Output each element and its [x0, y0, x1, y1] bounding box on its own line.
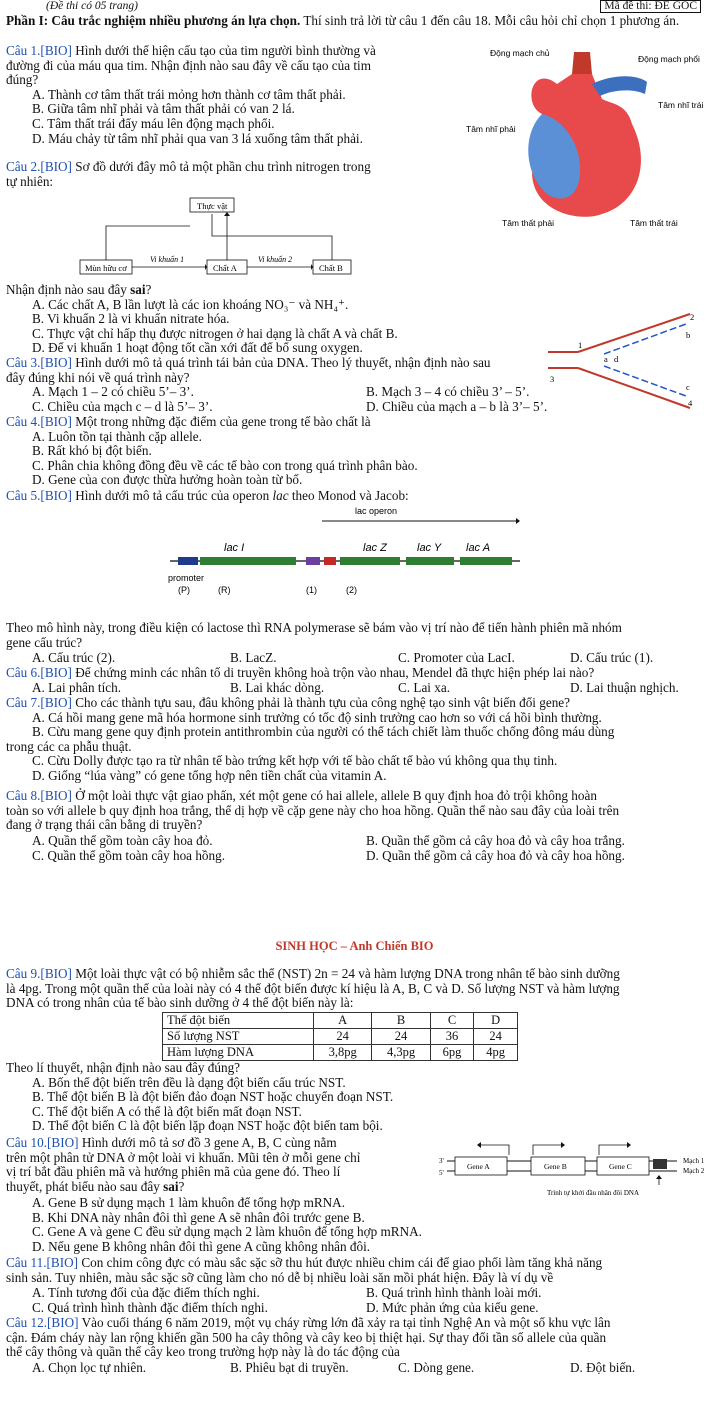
q9-stem: Theo lí thuyết, nhận định nào sau đây đúng?	[6, 1060, 241, 1075]
q2-stem: Nhận định nào sau đây	[6, 282, 131, 297]
q6-option-d[interactable]: D. Lai thuận nghịch.	[570, 680, 679, 695]
q1-option-d[interactable]: D. Máu chảy từ tâm nhĩ phải qua van 3 lá xuống tâm thất phải.	[32, 130, 363, 146]
q1-option-c[interactable]: C. Tâm thất trái đẩy máu lên động mạch phổi.	[32, 115, 275, 131]
table-row	[163, 1029, 518, 1045]
mutant-table	[162, 1012, 518, 1061]
question-4	[6, 415, 704, 488]
q10-text-4: thuyết, phát biểu nào sau đây	[6, 1178, 164, 1194]
q3-option-b[interactable]: B. Mạch 3 – 4 có chiều 3’ – 5’.	[366, 384, 530, 399]
q8-text: Ở một loài thực vật giao phấn, xét một gene có hai allele, allele B quy định hoa đỏ trội không hoàn	[71, 788, 597, 803]
table-cell: Hàm lượng DNA	[163, 1045, 314, 1061]
q1-option-a[interactable]: A. Thành cơ tâm thất trái mỏng hơn thành cơ tâm thất phải.	[32, 86, 346, 102]
label-plant: Thực vật	[197, 201, 228, 211]
q5-option-d[interactable]: D. Cấu trúc (1).	[570, 650, 654, 665]
strand-label-d: d	[614, 354, 619, 364]
q1-option-b[interactable]: B. Giữa tâm nhĩ phải và tâm thất phải có van 2 lá.	[32, 101, 295, 117]
strand-label-3: 3	[550, 374, 555, 384]
q2-number: Câu 2.[BIO]	[6, 159, 72, 174]
label-lac-a: lac A	[466, 542, 491, 554]
strand-label-b: b	[686, 330, 691, 340]
q6-text: Để chứng minh các nhân tố di truyền không hoà trộn vào nhau, Mendel đã thực hiện phép lai nào?	[71, 665, 595, 680]
strand-label-c: c	[686, 382, 690, 392]
nitrogen-cycle-diagram	[70, 196, 360, 276]
label-aorta: Động mạch chủ	[490, 48, 550, 58]
heart-diagram	[462, 44, 702, 230]
question-9	[6, 967, 704, 1011]
q1-text-3: đúng?	[6, 72, 39, 88]
question-8	[6, 789, 704, 833]
label-strand-1: Mạch 1	[683, 1157, 705, 1165]
q1-text-2: đường đi của máu qua tim. Nhận định nào sau đây về cấu tạo của tim	[6, 57, 371, 73]
question-6	[6, 666, 704, 681]
q8-option-d[interactable]: D. Quần thể gồm cả cây hoa đỏ và cây hoa hồng.	[366, 848, 625, 863]
question-9-options	[6, 1061, 704, 1134]
label-lac-operon: lac operon	[355, 506, 398, 516]
q12-text: Vào cuối tháng 6 năm 2019, một vụ cháy rừng lớn đã xảy ra tại tỉnh Nghệ An và một số khu vực lân	[78, 1315, 611, 1330]
q6-option-c[interactable]: C. Lai xa.	[398, 680, 451, 695]
question-5-options	[6, 621, 704, 650]
q3-number: Câu 3.[BIO]	[6, 355, 72, 370]
label-pulmonary-artery: Động mạch phổi	[638, 54, 700, 64]
q3-text: Hình dưới mô tả quá trình tái bản của DNA. Theo lý thuyết, nhận định nào sau	[71, 355, 491, 370]
q3-option-a[interactable]: A. Mạch 1 – 2 có chiều 5’– 3’.	[32, 384, 194, 399]
q8-text-2: toàn so với allele b quy định hoa trắng, thể dị hợp về cặp gene này cho hoa hồng. Quần thể nào sau đây của loài trên	[6, 802, 620, 818]
q12-text-3: thể cây thông và quần thể cây keo trong trường hợp này là do tác động của	[6, 1344, 400, 1360]
site-2-box	[324, 557, 336, 565]
label-left-atrium: Tâm nhĩ trái	[658, 100, 704, 110]
pulmonary-artery-shape	[592, 76, 647, 96]
q11-option-c[interactable]: C. Quá trình hình thành đặc điểm thích nghi.	[32, 1300, 268, 1315]
q7-option-b-cont: trong các ca phẫu thuật.	[6, 738, 132, 754]
question-7	[6, 696, 704, 784]
q7-option-b[interactable]: B. Cừu mang gene quy định protein antithrombin của người có thể tách chiết làm thuốc chống đông máu dùng	[32, 724, 615, 740]
question-1	[6, 44, 464, 146]
q9-text-2: là 4pg. Trong một quần thể của loài này có 4 thể đột biến được kí hiệu là A, B, C và D. Số lượng NST và hàm lượng	[6, 980, 620, 996]
label-promoter: promoter	[168, 573, 205, 583]
q9-text-3: DNA có trong nhân của tế bào sinh dưỡng ở 4 thể đột biến này là:	[6, 995, 354, 1011]
table-cell: 4pg	[474, 1045, 518, 1061]
q1-number: Câu 1.[BIO]	[6, 43, 72, 58]
part-heading: Phần I: Câu trắc nghiệm nhiều phương án lựa chọn.	[6, 13, 301, 28]
site-1-box	[306, 557, 320, 565]
q10-text-2: trên một phân tử DNA ở một loài vi khuẩn. Mũi tên ở mỗi gene chỉ	[6, 1149, 361, 1165]
table-cell: 24	[474, 1029, 518, 1045]
strand-label-2: 2	[690, 312, 695, 322]
label-left-ventricle: Tâm thất trái	[630, 218, 678, 228]
label-substance-a: Chất A	[213, 263, 237, 273]
label-right-ventricle: Tâm thất phải	[502, 218, 554, 228]
label-site-2: (2)	[346, 585, 357, 595]
label-bacteria-2: Vi khuẩn 2	[258, 255, 293, 264]
q10-text-3: vị trí bắt đầu phiên mã và hướng phiên mã của gene đó. Theo lí	[6, 1164, 341, 1180]
strand-label-4: 4	[688, 398, 693, 408]
table-cell: 24	[313, 1029, 371, 1045]
q10-text-bold: sai	[163, 1178, 179, 1194]
q2-text: Sơ đồ dưới đây mô tả một phần chu trình nitrogen trong	[71, 159, 371, 174]
q7-text: Cho các thành tựu sau, đâu không phải là thành tựu của công nghệ tạo sinh vật biến đổi gene?	[71, 695, 571, 710]
strand-label-a: a	[604, 354, 608, 364]
q3-option-d[interactable]: D. Chiều của mạch a – b là 3’– 5’.	[366, 399, 548, 414]
q9-text: Một loài thực vật có bộ nhiễm sắc thể (NST) 2n = 24 và hàm lượng DNA trong nhân tế bào sinh dưỡng	[71, 966, 620, 981]
q7-option-a[interactable]: A. Cá hồi mang gene mã hóa hormone sinh trưởng có tốc độ sinh trưởng cao hơn so với cá hồi bình thường.	[32, 709, 602, 725]
lac-operon-diagram	[168, 503, 530, 613]
part-instructions: Thí sinh trả lời từ câu 1 đến câu 18. Mỗi câu hỏi chỉ chọn 1 phương án.	[300, 13, 680, 28]
q5-option-c[interactable]: C. Promoter của LacI.	[398, 650, 515, 665]
table-header-cell: A	[313, 1013, 371, 1029]
table-cell: 24	[372, 1029, 430, 1045]
question-5	[6, 489, 704, 504]
label-r: (R)	[218, 585, 231, 595]
label-substance-b: Chất B	[319, 263, 343, 273]
table-cell: Số lượng NST	[163, 1029, 314, 1045]
q5-number: Câu 5.[BIO]	[6, 488, 72, 503]
q5-text-italic: lac	[272, 488, 289, 503]
lac-a-gene-box	[460, 557, 512, 565]
q2-option-a[interactable]: A. Các chất A, B lần lượt là các ion khoáng NO₃⁻ và NH₄⁺.	[32, 296, 349, 312]
q5-text-end: theo Monod và Jacob:	[288, 488, 409, 503]
q6-option-b[interactable]: B. Lai khác dòng.	[230, 680, 325, 695]
q11-option-a[interactable]: A. Tính tương đối của đặc điểm thích nghi.	[32, 1285, 260, 1300]
q10-option-b[interactable]: B. Khi DNA này nhân đôi thì gene A sẽ nhân đôi trước gene B.	[32, 1209, 365, 1225]
q9-option-b[interactable]: B. Thể đột biến B là đột biến đảo đoạn NST hoặc chuyển đoạn NST.	[32, 1089, 394, 1105]
dna-replication-diagram	[548, 310, 698, 410]
aorta-shape	[572, 52, 592, 74]
q6-number: Câu 6.[BIO]	[6, 665, 72, 680]
table-header-cell: B	[372, 1013, 430, 1029]
table-row	[163, 1045, 518, 1061]
q2-option-b[interactable]: B. Vi khuẩn 2 là vi khuẩn nitrate hóa.	[32, 311, 230, 327]
question-3	[6, 356, 551, 385]
q4-number: Câu 4.[BIO]	[6, 414, 72, 429]
table-header-cell: Thể đột biến	[163, 1013, 314, 1029]
q7-option-d[interactable]: D. Giống “lúa vàng” có gene tổng hợp nên tiền chất của vitamin A.	[32, 767, 387, 783]
q4-option-c[interactable]: C. Phân chia không đồng đều về các tế bào con trong quá trình phân bào.	[32, 457, 418, 473]
q7-option-c[interactable]: C. Cừu Dolly được tạo ra từ nhân tế bào trứng kết hợp với tế bào chất tế bào vú không qua thụ tinh.	[32, 753, 558, 769]
q8-text-3: đang ở trạng thái cân bằng di truyền?	[6, 817, 203, 833]
label-gene-c: Gene C	[609, 1162, 632, 1171]
label-bacteria-1: Vi khuẩn 1	[150, 255, 185, 264]
label-lac-i: lac I	[224, 542, 245, 554]
q9-option-d[interactable]: D. Thể đột biến C là đột biến lặp đoạn NST hoặc đột biến tam bội.	[32, 1118, 383, 1134]
replication-origin-box	[653, 1159, 667, 1169]
label-replication-origin: Trình tự khởi đầu nhân đôi DNA	[547, 1189, 640, 1197]
q2-option-c[interactable]: C. Thực vật chỉ hấp thụ được nitrogen ở hai dạng là chất A và chất B.	[32, 325, 398, 341]
q10-text-end: ?	[178, 1178, 185, 1194]
label-5prime: 5'	[439, 1169, 444, 1177]
q12-text-2: cận. Đám cháy này lan rộng khiến gần 500 ha cây thông và cây keo bị thiệt hại. Sự thay đổi tần số allele của quần	[6, 1329, 607, 1345]
q9-number: Câu 9.[BIO]	[6, 966, 72, 981]
q12-option-b[interactable]: B. Phiêu bạt di truyền.	[230, 1360, 349, 1375]
q4-text: Một trong những đặc điểm của gene trong tế bào chất là	[71, 414, 371, 429]
label-humus: Mùn hữu cơ	[85, 263, 127, 273]
q12-number: Câu 12.[BIO]	[6, 1315, 79, 1330]
q10-number: Câu 10.[BIO]	[6, 1135, 79, 1150]
q2-stem-end: ?	[145, 282, 152, 297]
q10-text: Hình dưới mô tả sơ đồ 3 gene A, B, C cùng nằm	[78, 1135, 337, 1150]
q8-option-b[interactable]: B. Quần thể gồm cả cây hoa đỏ và cây hoa trắng.	[366, 833, 625, 848]
q11-number: Câu 11.[BIO]	[6, 1255, 79, 1270]
q11-text-2: sinh sản. Tuy nhiên, màu sắc sặc sỡ cũng làm cho nó dễ bị nhiều loài săn mồi phát hiện. Đây là ví dụ về	[6, 1269, 554, 1285]
q6-option-a[interactable]: A. Lai phân tích.	[32, 680, 121, 695]
table-cell: 6pg	[430, 1045, 474, 1061]
label-gene-b: Gene B	[544, 1162, 567, 1171]
q2-option-d[interactable]: D. Để vi khuẩn 1 hoạt động tốt cần xới đất để bổ sung oxygen.	[32, 340, 363, 356]
table-row	[163, 1013, 518, 1029]
q12-option-a[interactable]: A. Chọn lọc tự nhiên.	[32, 1360, 147, 1375]
table-cell: 3,8pg	[313, 1045, 371, 1061]
q10-option-a[interactable]: A. Gene B sử dụng mạch 1 làm khuôn để tổng hợp mRNA.	[32, 1195, 346, 1210]
q11-text: Con chim công đực có màu sắc sặc sỡ thu hút được nhiều chim cái để giao phối làm tăng khả năng	[78, 1255, 603, 1270]
q12-option-c[interactable]: C. Dòng gene.	[398, 1360, 475, 1375]
label-lac-y: lac Y	[417, 542, 442, 554]
q8-number: Câu 8.[BIO]	[6, 788, 72, 803]
q5-text-3: gene cấu trúc?	[6, 634, 83, 650]
strand-label-1: 1	[578, 340, 583, 350]
q11-option-b[interactable]: B. Quá trình hình thành loài mới.	[366, 1285, 542, 1300]
q1-text: Hình dưới thể hiện cấu tạo của tim người bình thường và	[71, 43, 376, 58]
lac-i-gene-box	[200, 557, 296, 565]
q9-option-c[interactable]: C. Thể đột biến A có thể là đột biến mất đoạn NST.	[32, 1103, 302, 1119]
page-count-note: (Đề thi có 05 trang)	[46, 0, 138, 12]
label-site-1: (1)	[306, 585, 317, 595]
question-11	[6, 1256, 704, 1285]
q4-option-b[interactable]: B. Rất khó bị đột biến.	[32, 443, 152, 459]
q2-stem-bold: sai	[130, 282, 146, 297]
q5-text-2: Theo mô hình này, trong điều kiện có lactose thì RNA polymerase sẽ bám vào vị trí nào để tiến hành phiên mã nhóm	[6, 620, 622, 635]
q7-number: Câu 7.[BIO]	[6, 695, 72, 710]
question-2	[6, 160, 464, 189]
table-cell: 4,3pg	[372, 1045, 430, 1061]
lac-y-gene-box	[406, 557, 454, 565]
q9-option-a[interactable]: A. Bốn thể đột biến trên đều là dạng đột biến cấu trúc NST.	[32, 1074, 346, 1090]
q8-option-a[interactable]: A. Quần thể gồm toàn cây hoa đỏ.	[32, 833, 213, 848]
q12-option-d[interactable]: D. Đột biến.	[570, 1360, 636, 1375]
q2-text-2: tự nhiên:	[6, 173, 54, 189]
promoter-p-box	[178, 557, 198, 565]
question-10-options	[6, 1196, 704, 1254]
label-right-atrium: Tâm nhĩ phải	[466, 124, 516, 134]
table-header-cell: D	[474, 1013, 518, 1029]
label-strand-2: Mạch 2	[683, 1167, 705, 1175]
section-title: SINH HỌC – Anh Chiến BIO	[275, 939, 434, 953]
q3-option-c[interactable]: C. Chiều của mạch c – d là 5’– 3’.	[32, 399, 213, 414]
q4-option-a[interactable]: A. Luôn tồn tại thành cặp allele.	[32, 428, 202, 444]
q11-option-d[interactable]: D. Mức phản ứng của kiểu gene.	[366, 1300, 539, 1315]
q5-text: Hình dưới mô tả cấu trúc của operon	[71, 488, 273, 503]
q8-option-c[interactable]: C. Quần thể gồm toàn cây hoa hồng.	[32, 848, 226, 863]
q5-option-b[interactable]: B. LacZ.	[230, 650, 277, 665]
label-lac-z: lac Z	[363, 542, 387, 554]
table-cell: 36	[430, 1029, 474, 1045]
part-title	[6, 14, 704, 29]
gene-diagram	[437, 1133, 705, 1197]
question-10	[6, 1136, 438, 1194]
question-12	[6, 1316, 704, 1360]
label-gene-a: Gene A	[467, 1162, 490, 1171]
q4-option-d[interactable]: D. Gene của con được thừa hưởng hoàn toàn từ bố.	[32, 472, 303, 488]
exam-code: Mã đề thi: ĐỀ GỐC	[600, 0, 701, 13]
label-3prime: 3'	[439, 1157, 444, 1165]
table-header-cell: C	[430, 1013, 474, 1029]
lac-z-gene-box	[340, 557, 400, 565]
q10-option-d[interactable]: D. Nếu gene B không nhân đôi thì gene A cũng không nhân đôi.	[32, 1238, 371, 1254]
q10-option-c[interactable]: C. Gene A và gene C đều sử dụng mạch 2 làm khuôn để tổng hợp mRNA.	[32, 1224, 422, 1240]
q3-text-2: đây đúng khi nói về quá trình này?	[6, 369, 190, 385]
label-p: (P)	[178, 585, 190, 595]
q5-option-a[interactable]: A. Cấu trúc (2).	[32, 650, 116, 665]
